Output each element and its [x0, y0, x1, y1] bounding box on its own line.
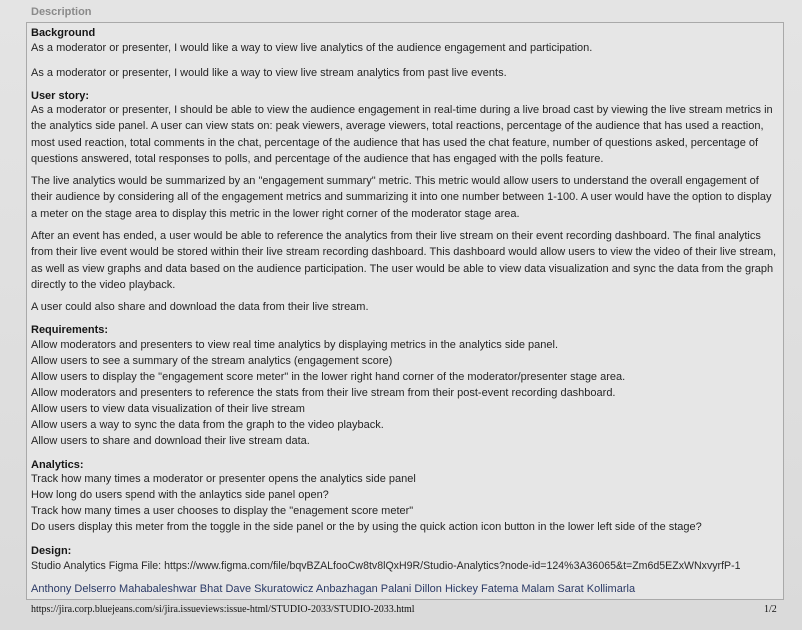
- description-label: Description: [31, 6, 92, 18]
- requirement-item: Allow moderators and presenters to view real time analytics by displaying metrics in the analytics side panel.: [31, 339, 559, 351]
- user-story-heading: User story:: [31, 90, 90, 102]
- figma-link[interactable]: Studio Analytics Figma File: https://www.figma.com/file/bqvBZALfooCw8tv8lQxH9R/Studio-Analytics?node-id=124%3A36065&t=Zm6d5EZxWNxvyrfP-1: [31, 560, 741, 572]
- requirement-item: Allow users to display the "engagement score meter" in the lower right hand corner of the moderator/presenter stage area.: [31, 371, 626, 383]
- description-box: [26, 22, 784, 600]
- requirements-heading: Requirements:: [31, 324, 109, 336]
- analytics-item: How long do users spend with the anlaytics side panel open?: [31, 489, 329, 501]
- user-story-paragraph-1: As a moderator or presenter, I should be able to view the audience engagement in real-time during a live broad cast by viewing the live stream metrics in the analytics side panel. A user can view stats on: peak viewers, average viewers, total reactions, percentage of the audience that has used a reaction, most used reaction, total comments in the chat, percentage of the audience that has used the chat feature, number of questions asked, percentage of questions answered, total responses to polls, and percentage of the audience that has engaged with the polls feature.: [31, 104, 773, 165]
- background-line-1: As a moderator or presenter, I would like a way to view live analytics of the audience engagement and participation.: [31, 42, 593, 54]
- user-story-paragraph-4: A user could also share and download the data from their live stream.: [31, 301, 369, 313]
- footer-url: https://jira.corp.bluejeans.com/si/jira.issueviews:issue-html/STUDIO-2033/STUDIO-2033.html: [31, 604, 415, 615]
- background-heading: Background: [31, 27, 96, 39]
- requirement-item: Allow users to share and download their live stream data.: [31, 435, 310, 447]
- people-list: Anthony Delserro Mahabaleshwar Bhat Dave Skuratowicz Anbazhagan Palani Dillon Hickey Fatema Malam Sarat Kollimarla: [31, 583, 636, 595]
- requirement-item: Allow moderators and presenters to reference the stats from their live stream from their post-event recording dashboard.: [31, 387, 616, 399]
- user-story-paragraph-3: After an event has ended, a user would be able to reference the analytics from their live stream on their event recording dashboard. The final analytics from their live event would be stored within their live stream recording dashboard. This dashboard would allow users to view the video of their live stream, as well as view graphs and data based on the audience participation. The user would be able to view data visualization and sync the data from the graph directly to the video playback.: [31, 230, 777, 291]
- requirement-item: Allow users to view data visualization of their live stream: [31, 403, 305, 415]
- design-heading: Design:: [31, 545, 72, 557]
- analytics-item: Do users display this meter from the toggle in the side panel or the by using the quick action icon button in the lower left side of the stage?: [31, 521, 702, 533]
- background-line-2: As a moderator or presenter, I would like a way to view live stream analytics from past live events.: [31, 67, 507, 79]
- analytics-item: Track how many times a user chooses to display the "enagement score meter": [31, 505, 414, 517]
- analytics-item: Track how many times a moderator or presenter opens the analytics side panel: [31, 473, 416, 485]
- user-story-paragraph-2: The live analytics would be summarized by an "engagement summary" metric. This metric would allow users to understand the overall engagement of their audience by considering all of the engagement metrics and summarizing it into one number between 1-100. A user would have the option to display a meter on the stage area to display this metric in the lower right corner of the moderator stage area.: [31, 175, 772, 220]
- analytics-heading: Analytics:: [31, 459, 84, 471]
- requirement-item: Allow users to see a summary of the stream analytics (engagement score): [31, 355, 393, 367]
- requirement-item: Allow users a way to sync the data from the graph to the video playback.: [31, 419, 384, 431]
- page-number: 1/2: [764, 604, 777, 615]
